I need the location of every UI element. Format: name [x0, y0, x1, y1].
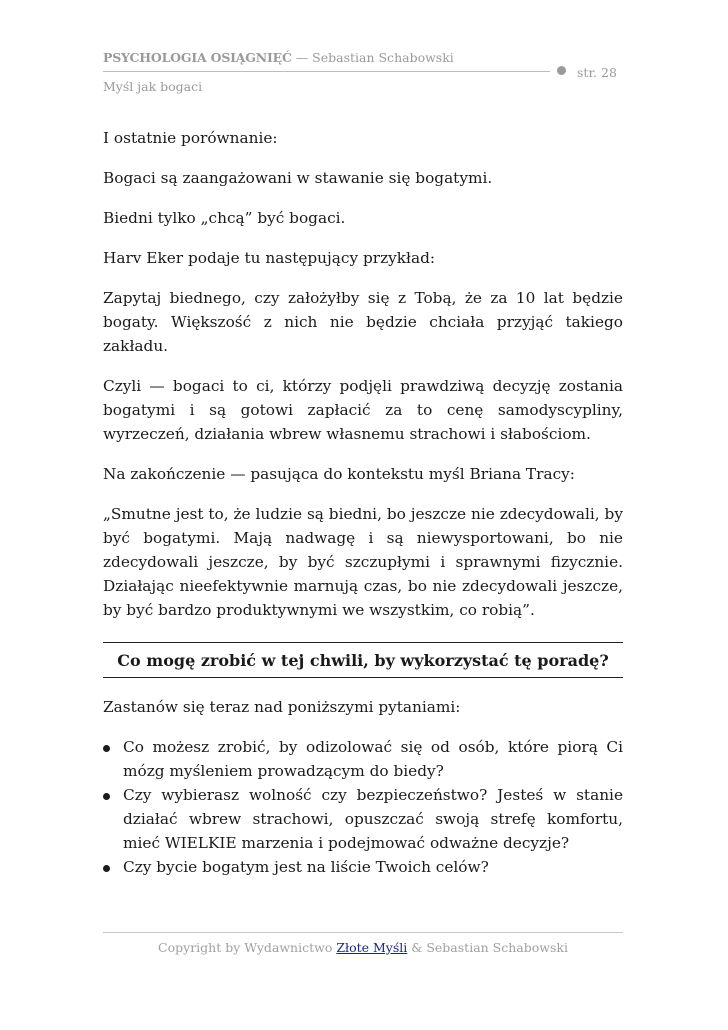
header-bullet-icon [557, 66, 566, 75]
header-title-line [103, 50, 454, 65]
paragraph-comparison: I ostatnie porównanie: [103, 129, 278, 147]
paragraph-tracy-intro: Na zakończenie — pasująca do kontekstu myśl Briana Tracy: [103, 465, 575, 483]
paragraph-eker-example: Harv Eker podaje tu następujący przykład: [103, 249, 436, 267]
bullet-icon [103, 865, 110, 872]
page-number: str. 28 [577, 65, 617, 80]
page-footer [103, 940, 623, 955]
page-header [103, 50, 623, 100]
paragraph-poor-want: Biedni tylko „chcą” być bogaci. [103, 209, 346, 227]
header-subtitle: Myśl jak bogaci [103, 79, 203, 94]
list-item-text: Czy wybierasz wolność czy bezpieczeństwo? Jesteś w stanie działać wbrew strachowi, opuszczać swoją strefę komfortu, mieć WIELKIE marzenia i podejmować odważne decyzje? [123, 786, 623, 852]
section-heading: Co mogę zrobić w tej chwili, by wykorzystać tę poradę? [103, 642, 623, 678]
footer-prefix: Copyright by Wydawnictwo [158, 940, 337, 955]
list-item [103, 735, 623, 783]
header-author: Sebastian Schabowski [312, 50, 454, 65]
header-rule [103, 71, 550, 72]
publisher-link[interactable]: Złote Myśli [336, 940, 408, 955]
footer-suffix: & Sebastian Schabowski [407, 940, 568, 955]
list-item [103, 783, 623, 855]
page-content [103, 126, 623, 879]
list-item-text: Czy bycie bogatym jest na liście Twoich celów? [123, 858, 489, 876]
section-intro: Zastanów się teraz nad poniższymi pytaniami: [103, 698, 461, 716]
header-brand: PSYCHOLOGIA OSIĄGNIĘĆ [103, 50, 292, 65]
paragraph-decision: Czyli — bogaci to ci, którzy podjęli prawdziwą decyzję zostania bogatymi i są gotowi zapłacić za to cenę samodyscypliny, wyrzeczeń, działania wbrew własnemu strachowi i słabościom. [103, 377, 623, 443]
header-separator: — [291, 50, 313, 65]
question-list [103, 735, 623, 879]
paragraph-rich-committed: Bogaci są zaangażowani w stawanie się bogatymi. [103, 169, 493, 187]
bullet-icon [103, 745, 110, 752]
footer-rule [103, 932, 623, 933]
list-item-text: Co możesz zrobić, by odizolować się od osób, które piorą Ci mózg myśleniem prowadzącym do biedy? [123, 738, 623, 780]
bullet-icon [103, 793, 110, 800]
list-item [103, 855, 623, 879]
tracy-quote: „Smutne jest to, że ludzie są biedni, bo jeszcze nie zdecydowali, by być bogatymi. Mają nadwagę i są niewysportowani, bo nie zdecydowali jeszcze, by być szczupłymi i sprawnymi fizycznie. Działając nieefektywnie marnują czas, bo nie zdecydowali jeszcze, by być bardzo produktywnymi we wszystkim, co robią”. [103, 505, 623, 619]
paragraph-bet: Zapytaj biednego, czy założyłby się z Tobą, że za 10 lat będzie bogaty. Większość z nich nie będzie chciała przyjąć takiego zakładu. [103, 289, 623, 355]
